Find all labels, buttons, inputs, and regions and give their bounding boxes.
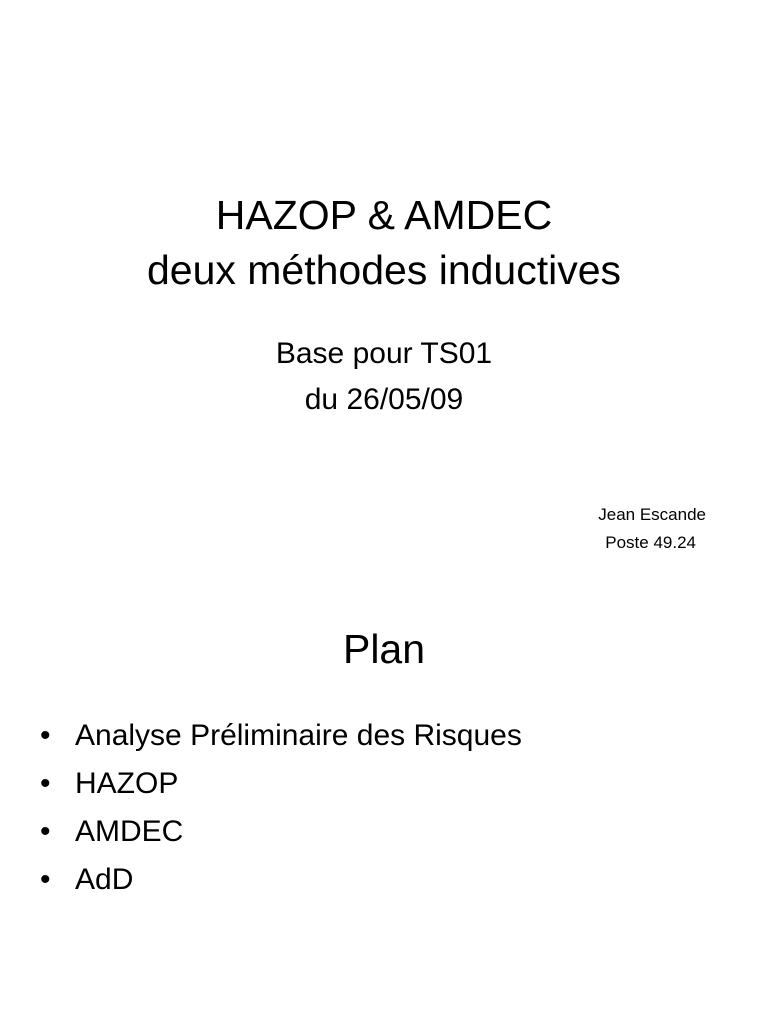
list-item — [40, 712, 522, 760]
bullet-icon: • — [40, 767, 51, 800]
list-item-label: Analyse Préliminaire des Risques — [75, 719, 522, 752]
bullet-icon: • — [40, 863, 51, 896]
plan-title: Plan — [342, 626, 426, 672]
author-name: Jean Escande — [598, 505, 706, 524]
list-item-label: HAZOP — [75, 767, 179, 800]
list-item — [40, 856, 522, 904]
list-item-label: AMDEC — [75, 815, 184, 848]
plan-list — [40, 712, 522, 904]
slide-title-line-1: HAZOP & AMDEC — [215, 192, 553, 238]
plan-slide — [0, 600, 768, 1024]
author-phone: Poste 49.24 — [605, 533, 696, 552]
slide-title-line-2: deux méthodes inductives — [146, 247, 622, 293]
list-item — [40, 760, 522, 808]
bullet-icon: • — [40, 719, 51, 752]
bullet-icon: • — [40, 815, 51, 848]
list-item-label: AdD — [75, 863, 134, 896]
list-item — [40, 808, 522, 856]
slide-subtitle-line-2: du 26/05/09 — [304, 383, 464, 416]
slide-subtitle-line-1: Base pour TS01 — [275, 337, 493, 370]
